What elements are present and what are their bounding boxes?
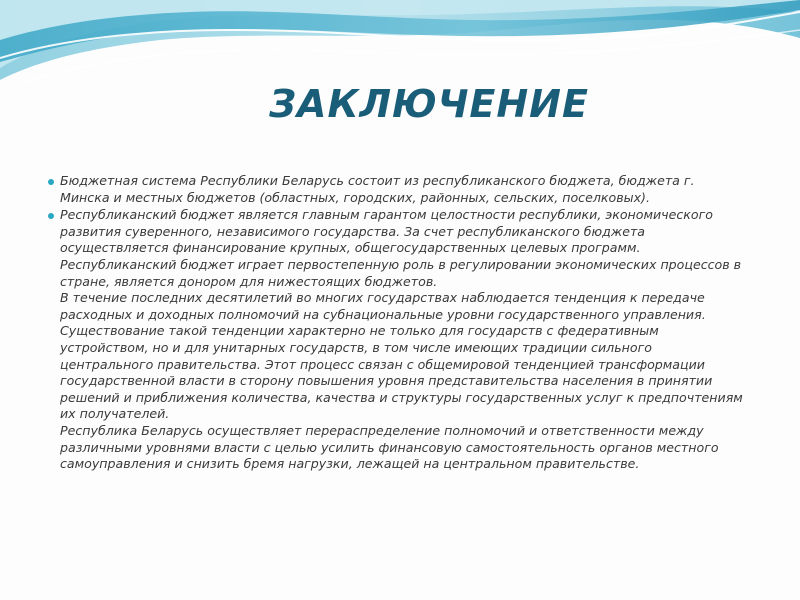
slide-title: ЗАКЛЮЧЕНИЕ [269, 82, 589, 126]
bullet-item [48, 207, 748, 473]
bullet-item [48, 173, 748, 206]
slide-content [48, 173, 748, 474]
bullet-text: Республика Беларусь осуществляет перераспределение полномочий и ответственности между различными уровнями власти с целью усилить финансовую самостоятельность органов местного самоуправления и снизить бремя нагрузки, лежащей на центральном правительстве. [60, 422, 719, 472]
bullet-text: Бюджетная система Республики Беларусь состоит из республиканского бюджета, бюджета г. Минска и местных бюджетов (областных, городских, районных, сельских, поселковых). [60, 173, 695, 205]
bullet-text: Республиканский бюджет является главным гарантом целостности республики, экономического развития суверенного, независимого государства. За счет республиканского бюджета осуществляется финансирование крупных, общегосударственных целевых программ. Республиканский бюджет играет первостепенную роль в регулировании экономических процессов в стране, является донором для нижестоящих бюджетов. [60, 207, 742, 289]
bullet-dot-icon [48, 179, 54, 185]
bullet-dot-icon [48, 213, 54, 219]
bullet-text: В течение последних десятилетий во многих государствах наблюдается тенденция к передаче расходных и доходных полномочий на субнациональные уровни государственного управления. Существование такой тенденции характерно не только для государств с федеративным устройством, но и для унитарных государств, в том числе имеющих традиции сильного центрального правительства. Этот процесс связан с общемировой тенденцией трансформации государственной власти в сторону повышения уровня представительства населения в принятии решений и приближения количества, качества и структуры государственных услуг к предпочтениям их получателей. [60, 290, 743, 422]
